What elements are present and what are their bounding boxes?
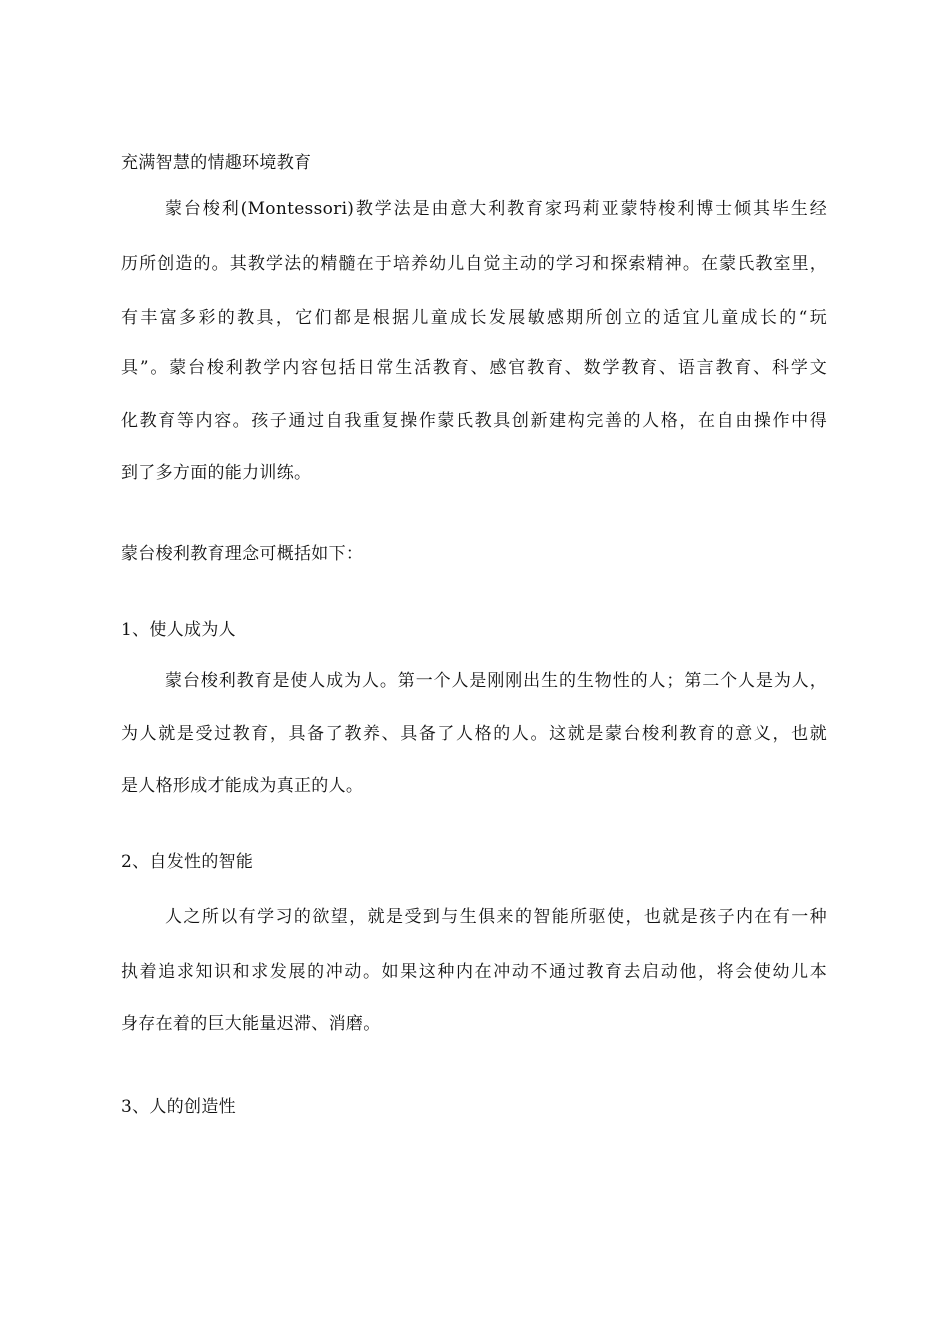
section-1-heading: 1、使人成为人 [121, 620, 236, 640]
section-2-line-3: 身存在着的巨大能量迟滞、消磨。 [121, 1014, 381, 1034]
section-2-line-1: 人之所以有学习的欲望，就是受到与生俱来的智能所驱使，也就是孩子内在有一种 [165, 907, 827, 927]
intro-line-6: 到了多方面的能力训练。 [121, 463, 312, 483]
section-2-line-2: 执着追求知识和求发展的冲动。如果这种内在冲动不通过教育去启动他，将会使幼儿本 [121, 962, 827, 982]
document-title: 充满智慧的情趣环境教育 [121, 153, 312, 173]
intro-line-4: 具”。蒙台梭利教学内容包括日常生活教育、感官教育、数学教育、语言教育、科学文 [121, 358, 827, 378]
section-1-line-3: 是人格形成才能成为真正的人。 [121, 776, 364, 796]
section-1-line-2: 为人就是受过教育，具备了教养、具备了人格的人。这就是蒙台梭利教育的意义，也就 [121, 724, 827, 744]
intro-line-3: 有丰富多彩的教具，它们都是根据儿童成长发展敏感期所创立的适宜儿童成长的“玩 [121, 308, 827, 328]
intro-line-2: 历所创造的。其教学法的精髓在于培养幼儿自觉主动的学习和探索精神。在蒙氏教室里， [121, 254, 827, 274]
intro-line-5: 化教育等内容。孩子通过自我重复操作蒙氏教具创新建构完善的人格，在自由操作中得 [121, 411, 827, 431]
intro-line-1: 蒙台梭利(Montessori)教学法是由意大利教育家玛莉亚蒙特梭利博士倾其毕生经 [165, 199, 827, 219]
section-3-heading: 3、人的创造性 [121, 1097, 236, 1117]
section-2-heading: 2、自发性的智能 [121, 852, 254, 872]
section-1-line-1: 蒙台梭利教育是使人成为人。第一个人是刚刚出生的生物性的人；第二个人是为人， [165, 671, 827, 691]
summary-heading: 蒙台梭利教育理念可概括如下： [121, 544, 364, 564]
